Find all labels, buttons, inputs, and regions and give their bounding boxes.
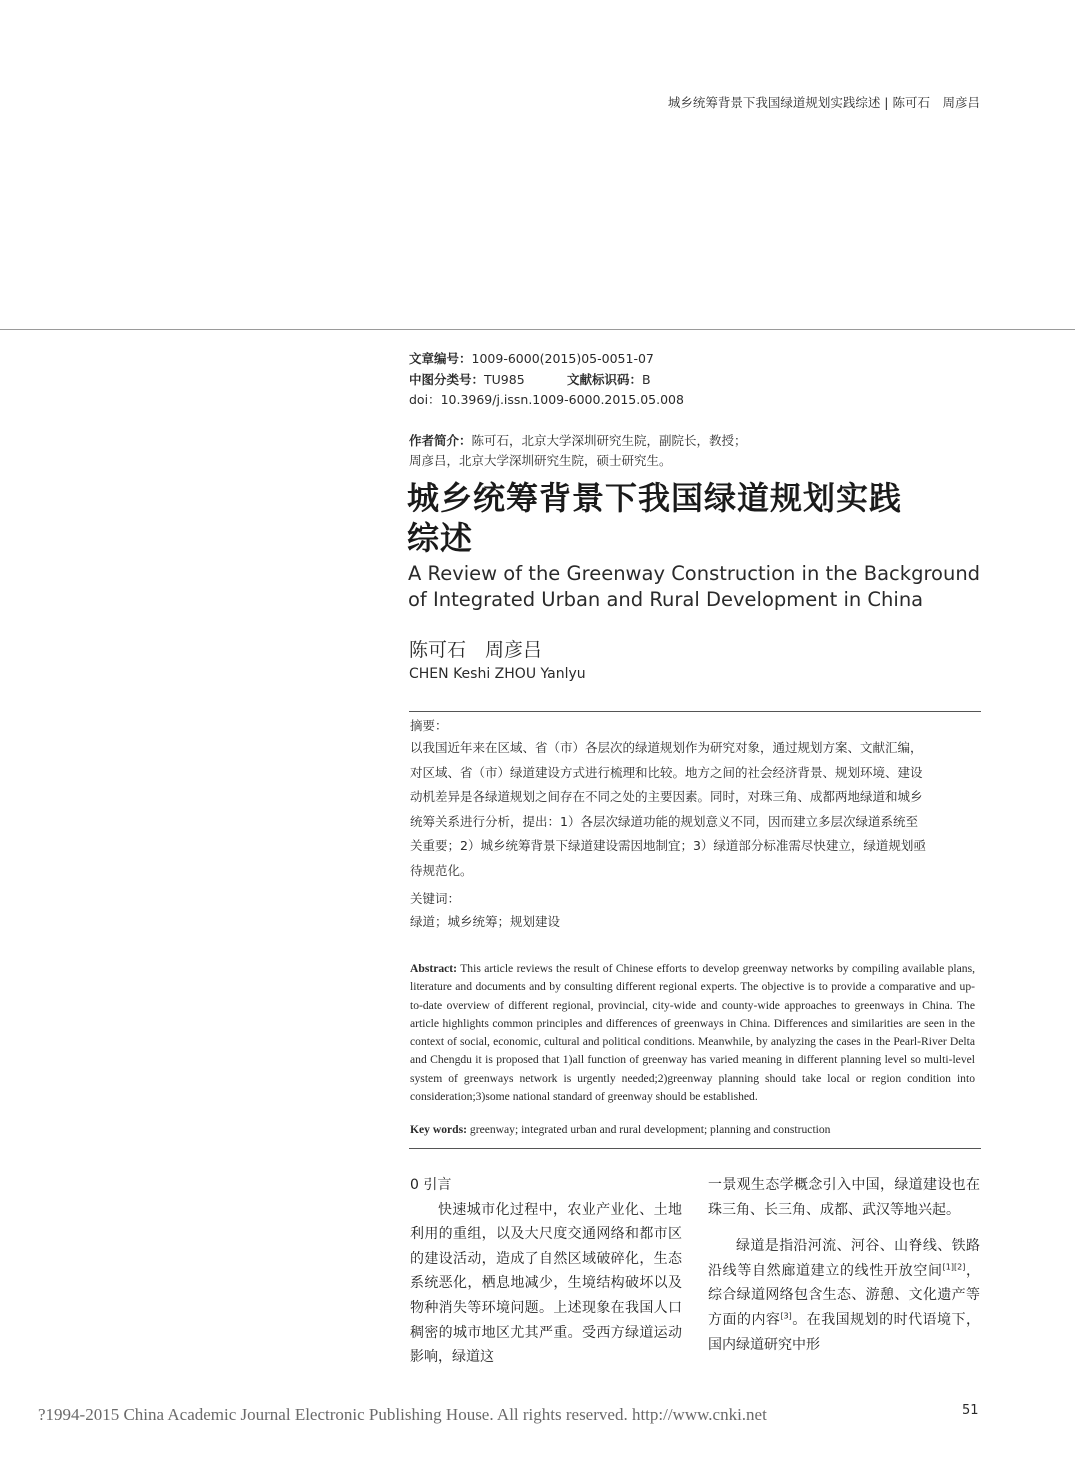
body-column-left	[410, 1173, 682, 1370]
author-intro-text-2: 周彦吕，北京大学深圳研究生院，硕士研究生。	[409, 453, 672, 468]
running-header: 城乡统筹背景下我国绿道规划实践综述 | 陈可石 周彦吕	[667, 95, 980, 110]
abstract-zh-line: 动机差异是各绿道规划之间存在不同之处的主要因素。同时，对珠三角、成都两地绿道和城乡	[410, 789, 923, 805]
abstract-zh-line: 待规范化。	[410, 862, 473, 878]
title-english-line: of Integrated Urban and Rural Development in China	[408, 588, 924, 611]
clc-label: 中图分类号：	[409, 372, 485, 387]
abstract-en-label: Abstract:	[410, 962, 458, 975]
keywords-zh: 绿道；城乡统筹；规划建设	[410, 914, 561, 929]
abstract-zh-label: 摘要：	[410, 718, 448, 733]
keywords-zh-label: 关键词：	[410, 891, 461, 906]
abstract-zh-line: 以我国近年来在区域、省（市）各层次的绿道规划作为研究对象，通过规划方案、文献汇编，	[410, 740, 923, 755]
doc-code: B	[642, 372, 651, 387]
citation-ref: [1][2]	[942, 1262, 966, 1272]
author-intro-line-2	[409, 451, 672, 469]
abstract-bottom-rule	[409, 1148, 981, 1149]
author-intro-label: 作者简介：	[409, 433, 472, 448]
authors-chinese: 陈可石 周彦吕	[409, 639, 543, 661]
title-english-line: A Review of the Greenway Construction in the Background	[408, 562, 981, 585]
title-chinese-line: 城乡统筹背景下我国绿道规划实践	[407, 479, 903, 517]
body-text: 绿道是指沿河流、河谷、山脊线、铁路沿线等自然廊道建立的线性开放空间	[708, 1238, 980, 1279]
abstract-en-text: This article reviews the result of Chinese efforts to develop greenway networks by compiling available plans, literature and documents and by consulting different regional experts. The objective is to provide a comparative and up-to-date overview of different regional, provincial, city-wide and county-wide approaches to greenways in China. The article highlights common principles and differences of greenways in China. Differences and similarities are seen in the context of social, economic, cultural and political conditions. Meanwhile, by analyzing the cases in the Pearl-River Delta and Chengdu it is proposed that 1)all function of greenway has varied meaning in different planning level so multi-level system of greenways network is urgently needed;2)greenway planning should take local or region condition into consideration;3)some national standard of greenway should be established.	[410, 962, 975, 1104]
classification-line	[409, 370, 651, 388]
body-text: 。在我国规划的时代语境下，国内绿道研究中形	[708, 1311, 981, 1353]
keywords-english	[410, 1123, 982, 1136]
author-intro-line-1	[409, 431, 747, 449]
abstract-zh-line: 关重要；2）城乡统筹背景下绿道建设需因地制宜；3）绿道部分标准需尽快建立，绿道规划亟	[410, 838, 926, 854]
doi-label: doi：	[409, 392, 441, 407]
author-intro-text-1: 陈可石，北京大学深圳研究生院，副院长，教授；	[471, 433, 747, 448]
abstract-chinese	[410, 736, 982, 884]
abstract-top-rule	[409, 711, 981, 712]
article-number-label: 文章编号：	[409, 351, 472, 366]
abstract-english	[410, 960, 975, 1106]
keywords-en-text: greenway; integrated urban and rural development; planning and construction	[469, 1123, 831, 1136]
article-number: 1009-6000(2015)05-0051-07	[471, 351, 654, 366]
article-number-line	[409, 349, 654, 367]
title-english	[408, 561, 1008, 613]
abstract-zh-line: 对区域、省（市）绿道建设方式进行梳理和比较。地方之间的社会经济背景、规划环境、建设	[410, 764, 923, 780]
body-paragraph: 一景观生态学概念引入中国，绿道建设也在珠三角、长三角、成都、武汉等地兴起。	[708, 1177, 980, 1218]
body-column-right	[708, 1173, 980, 1357]
title-chinese	[407, 478, 1007, 558]
body-text: ，综合绿道网络包含生态、游憩、文化遗产等方面的内容	[708, 1262, 981, 1328]
title-chinese-line: 综述	[407, 519, 474, 557]
page-number: 51	[962, 1403, 979, 1418]
body-paragraph	[708, 1234, 980, 1357]
citation-ref: [3]	[780, 1311, 792, 1321]
doi-value: 10.3969/j.issn.1009-6000.2015.05.008	[440, 392, 684, 407]
section-heading: 0 引言	[410, 1177, 452, 1193]
keywords-en-label: Key words:	[410, 1123, 467, 1136]
copyright-watermark: ?1994-2015 China Academic Journal Electronic Publishing House. All rights reserved. http://www.cnki.net	[38, 1405, 767, 1424]
header-divider	[0, 329, 1075, 330]
abstract-zh-line: 统筹关系进行分析，提出：1）各层次绿道功能的规划意义不同，因而建立多层次绿道系统至	[410, 813, 918, 829]
clc-code: TU985	[484, 372, 525, 387]
body-paragraph: 快速城市化过程中，农业产业化、土地利用的重组，以及大尺度交通网络和都市区的建设活动，造成了自然区域破碎化，生态系统恶化，栖息地减少，生境结构破坏以及物种消失等环境问题。上述现象在我国人口稠密的城市地区尤其严重。受西方绿道运动影响，绿道这	[410, 1201, 682, 1366]
doc-code-label: 文献标识码：	[567, 372, 643, 387]
authors-english: CHEN Keshi ZHOU Yanlyu	[409, 666, 586, 682]
doi-line	[409, 390, 684, 408]
